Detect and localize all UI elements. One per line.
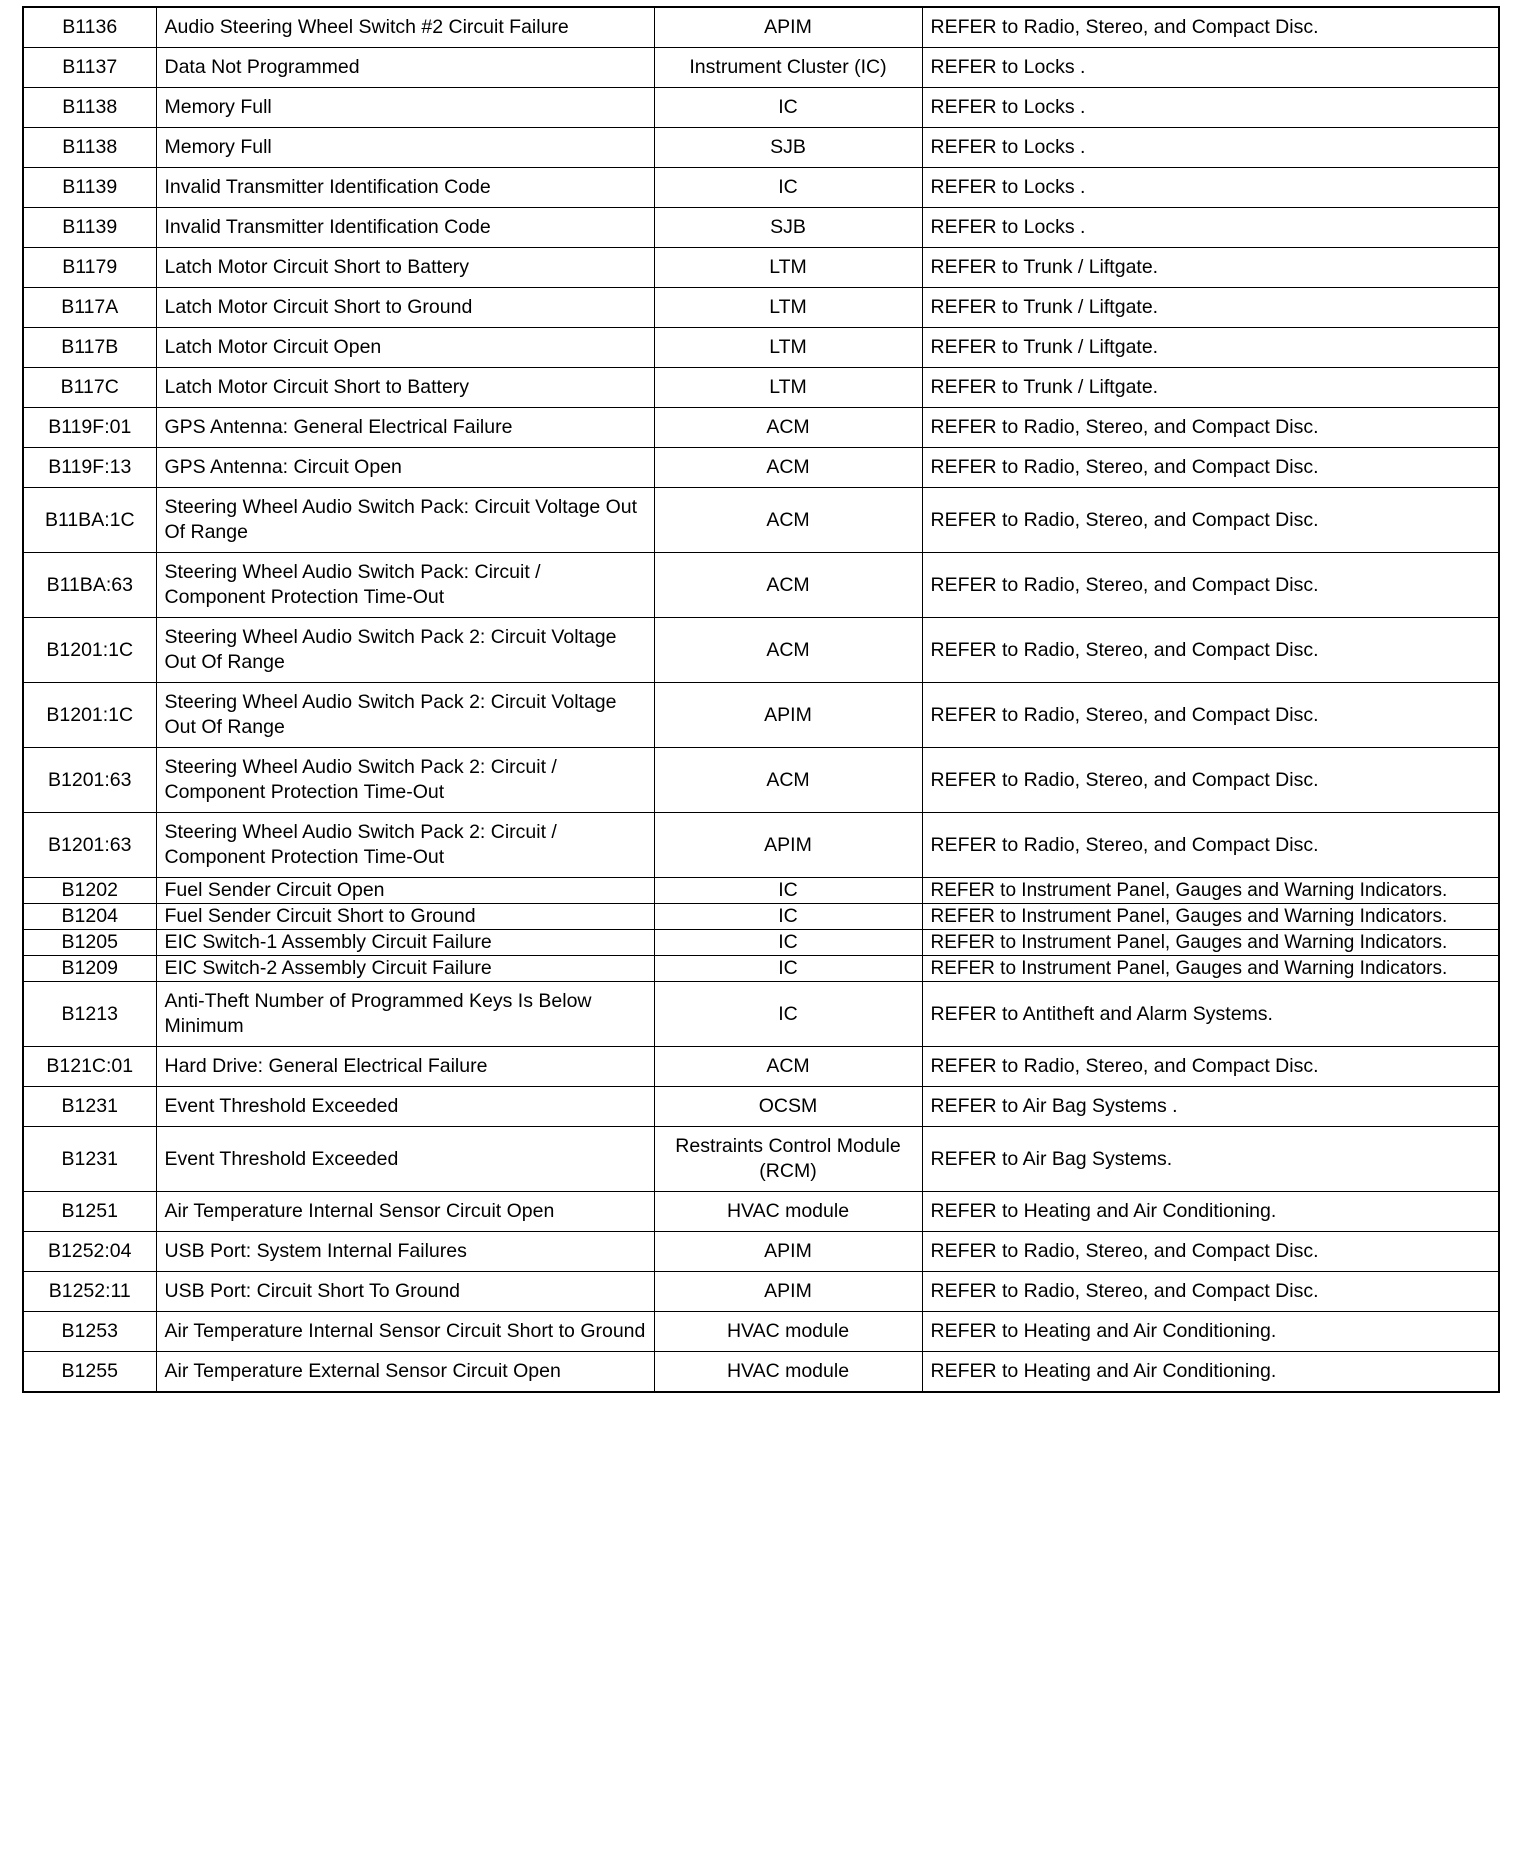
dtc-description-cell: Event Threshold Exceeded: [156, 1127, 654, 1192]
dtc-action-cell: REFER to Air Bag Systems .: [922, 1087, 1499, 1127]
table-row: [23, 1232, 1499, 1272]
dtc-module-cell: IC: [654, 956, 922, 982]
dtc-code-cell: B1201:1C: [23, 683, 156, 748]
table-row: [23, 288, 1499, 328]
dtc-action-cell: REFER to Trunk / Liftgate.: [922, 248, 1499, 288]
dtc-code-cell: B1252:04: [23, 1232, 156, 1272]
dtc-module-cell: OCSM: [654, 1087, 922, 1127]
dtc-module-cell: HVAC module: [654, 1192, 922, 1232]
dtc-module-cell: APIM: [654, 1272, 922, 1312]
dtc-description-cell: Air Temperature External Sensor Circuit Open: [156, 1352, 654, 1393]
dtc-action-cell: REFER to Radio, Stereo, and Compact Disc.: [922, 7, 1499, 48]
table-row: [23, 748, 1499, 813]
dtc-code-cell: B119F:13: [23, 448, 156, 488]
dtc-action-cell: REFER to Radio, Stereo, and Compact Disc.: [922, 448, 1499, 488]
dtc-module-cell: APIM: [654, 7, 922, 48]
dtc-description-cell: EIC Switch-1 Assembly Circuit Failure: [156, 930, 654, 956]
table-row: [23, 553, 1499, 618]
dtc-module-cell: ACM: [654, 448, 922, 488]
dtc-module-cell: ACM: [654, 553, 922, 618]
dtc-module-cell: APIM: [654, 683, 922, 748]
dtc-action-cell: REFER to Radio, Stereo, and Compact Disc.: [922, 748, 1499, 813]
table-row: [23, 488, 1499, 553]
dtc-module-cell: APIM: [654, 813, 922, 878]
dtc-module-cell: HVAC module: [654, 1312, 922, 1352]
dtc-action-cell: REFER to Radio, Stereo, and Compact Disc.: [922, 813, 1499, 878]
dtc-action-cell: REFER to Radio, Stereo, and Compact Disc.: [922, 1272, 1499, 1312]
dtc-action-cell: REFER to Air Bag Systems.: [922, 1127, 1499, 1192]
dtc-action-cell: REFER to Trunk / Liftgate.: [922, 328, 1499, 368]
dtc-code-cell: B1213: [23, 982, 156, 1047]
dtc-code-cell: B117C: [23, 368, 156, 408]
table-row: [23, 683, 1499, 748]
dtc-code-cell: B1139: [23, 168, 156, 208]
dtc-description-cell: Invalid Transmitter Identification Code: [156, 168, 654, 208]
dtc-code-cell: B1139: [23, 208, 156, 248]
dtc-module-cell: HVAC module: [654, 1352, 922, 1393]
dtc-description-cell: Latch Motor Circuit Short to Ground: [156, 288, 654, 328]
table-row: [23, 1352, 1499, 1393]
dtc-description-cell: GPS Antenna: Circuit Open: [156, 448, 654, 488]
table-row: [23, 1087, 1499, 1127]
dtc-code-cell: B1205: [23, 930, 156, 956]
dtc-description-cell: Steering Wheel Audio Switch Pack: Circuit Voltage Out Of Range: [156, 488, 654, 553]
dtc-code-cell: B117B: [23, 328, 156, 368]
dtc-description-cell: EIC Switch-2 Assembly Circuit Failure: [156, 956, 654, 982]
dtc-description-cell: Fuel Sender Circuit Open: [156, 878, 654, 904]
dtc-action-cell: REFER to Locks .: [922, 128, 1499, 168]
dtc-description-cell: GPS Antenna: General Electrical Failure: [156, 408, 654, 448]
dtc-description-cell: Steering Wheel Audio Switch Pack: Circuit / Component Protection Time-Out: [156, 553, 654, 618]
dtc-action-cell: REFER to Radio, Stereo, and Compact Disc.: [922, 1047, 1499, 1087]
dtc-action-cell: REFER to Antitheft and Alarm Systems.: [922, 982, 1499, 1047]
table-row: [23, 128, 1499, 168]
dtc-module-cell: Restraints Control Module (RCM): [654, 1127, 922, 1192]
dtc-action-cell: REFER to Instrument Panel, Gauges and Warning Indicators.: [922, 878, 1499, 904]
dtc-action-cell: REFER to Locks .: [922, 208, 1499, 248]
dtc-description-cell: USB Port: Circuit Short To Ground: [156, 1272, 654, 1312]
table-row: [23, 1047, 1499, 1087]
dtc-action-cell: REFER to Locks .: [922, 88, 1499, 128]
dtc-code-cell: B1252:11: [23, 1272, 156, 1312]
dtc-reference-table: [22, 6, 1500, 1393]
dtc-description-cell: Steering Wheel Audio Switch Pack 2: Circuit / Component Protection Time-Out: [156, 748, 654, 813]
dtc-description-cell: Air Temperature Internal Sensor Circuit Open: [156, 1192, 654, 1232]
dtc-module-cell: ACM: [654, 1047, 922, 1087]
dtc-code-cell: B1138: [23, 88, 156, 128]
table-row: [23, 1272, 1499, 1312]
table-row: [23, 7, 1499, 48]
dtc-description-cell: Invalid Transmitter Identification Code: [156, 208, 654, 248]
table-row: [23, 956, 1499, 982]
table-row: [23, 904, 1499, 930]
table-row: [23, 813, 1499, 878]
dtc-action-cell: REFER to Instrument Panel, Gauges and Warning Indicators.: [922, 904, 1499, 930]
table-row: [23, 208, 1499, 248]
dtc-action-cell: REFER to Radio, Stereo, and Compact Disc.: [922, 553, 1499, 618]
table-row: [23, 168, 1499, 208]
dtc-description-cell: Steering Wheel Audio Switch Pack 2: Circuit Voltage Out Of Range: [156, 618, 654, 683]
dtc-module-cell: ACM: [654, 748, 922, 813]
dtc-module-cell: IC: [654, 878, 922, 904]
dtc-description-cell: Memory Full: [156, 128, 654, 168]
dtc-code-cell: B1138: [23, 128, 156, 168]
dtc-code-cell: B1136: [23, 7, 156, 48]
dtc-module-cell: ACM: [654, 488, 922, 553]
dtc-action-cell: REFER to Heating and Air Conditioning.: [922, 1312, 1499, 1352]
dtc-action-cell: REFER to Radio, Stereo, and Compact Disc.: [922, 618, 1499, 683]
table-row: [23, 1312, 1499, 1352]
table-row: [23, 878, 1499, 904]
dtc-module-cell: ACM: [654, 618, 922, 683]
dtc-code-cell: B1202: [23, 878, 156, 904]
table-row: [23, 982, 1499, 1047]
dtc-code-cell: B1209: [23, 956, 156, 982]
dtc-code-cell: B1231: [23, 1087, 156, 1127]
dtc-description-cell: Air Temperature Internal Sensor Circuit Short to Ground: [156, 1312, 654, 1352]
dtc-module-cell: IC: [654, 904, 922, 930]
dtc-action-cell: REFER to Instrument Panel, Gauges and Warning Indicators.: [922, 956, 1499, 982]
dtc-description-cell: Data Not Programmed: [156, 48, 654, 88]
dtc-module-cell: IC: [654, 168, 922, 208]
dtc-description-cell: Event Threshold Exceeded: [156, 1087, 654, 1127]
dtc-module-cell: IC: [654, 930, 922, 956]
table-row: [23, 618, 1499, 683]
dtc-code-cell: B1201:63: [23, 748, 156, 813]
dtc-module-cell: SJB: [654, 128, 922, 168]
dtc-action-cell: REFER to Heating and Air Conditioning.: [922, 1352, 1499, 1393]
dtc-module-cell: SJB: [654, 208, 922, 248]
dtc-action-cell: REFER to Trunk / Liftgate.: [922, 288, 1499, 328]
dtc-description-cell: Latch Motor Circuit Short to Battery: [156, 368, 654, 408]
dtc-action-cell: REFER to Locks .: [922, 168, 1499, 208]
dtc-action-cell: REFER to Heating and Air Conditioning.: [922, 1192, 1499, 1232]
dtc-action-cell: REFER to Radio, Stereo, and Compact Disc.: [922, 408, 1499, 448]
dtc-code-cell: B1204: [23, 904, 156, 930]
dtc-code-cell: B11BA:1C: [23, 488, 156, 553]
table-row: [23, 328, 1499, 368]
dtc-action-cell: REFER to Radio, Stereo, and Compact Disc.: [922, 1232, 1499, 1272]
dtc-action-cell: REFER to Instrument Panel, Gauges and Warning Indicators.: [922, 930, 1499, 956]
dtc-module-cell: IC: [654, 982, 922, 1047]
dtc-code-cell: B1137: [23, 48, 156, 88]
dtc-action-cell: REFER to Trunk / Liftgate.: [922, 368, 1499, 408]
dtc-description-cell: Latch Motor Circuit Open: [156, 328, 654, 368]
dtc-code-cell: B11BA:63: [23, 553, 156, 618]
table-body: [23, 7, 1499, 1392]
dtc-module-cell: ACM: [654, 408, 922, 448]
table-row: [23, 48, 1499, 88]
dtc-action-cell: REFER to Locks .: [922, 48, 1499, 88]
dtc-code-cell: B121C:01: [23, 1047, 156, 1087]
dtc-description-cell: Latch Motor Circuit Short to Battery: [156, 248, 654, 288]
dtc-code-cell: B117A: [23, 288, 156, 328]
table-row: [23, 448, 1499, 488]
dtc-code-cell: B119F:01: [23, 408, 156, 448]
table-row: [23, 930, 1499, 956]
dtc-description-cell: Hard Drive: General Electrical Failure: [156, 1047, 654, 1087]
dtc-description-cell: Fuel Sender Circuit Short to Ground: [156, 904, 654, 930]
dtc-code-cell: B1251: [23, 1192, 156, 1232]
dtc-module-cell: APIM: [654, 1232, 922, 1272]
dtc-action-cell: REFER to Radio, Stereo, and Compact Disc.: [922, 488, 1499, 553]
dtc-code-cell: B1201:63: [23, 813, 156, 878]
dtc-action-cell: REFER to Radio, Stereo, and Compact Disc.: [922, 683, 1499, 748]
table-row: [23, 88, 1499, 128]
dtc-module-cell: LTM: [654, 288, 922, 328]
dtc-description-cell: Anti-Theft Number of Programmed Keys Is Below Minimum: [156, 982, 654, 1047]
dtc-description-cell: Steering Wheel Audio Switch Pack 2: Circuit / Component Protection Time-Out: [156, 813, 654, 878]
dtc-description-cell: Audio Steering Wheel Switch #2 Circuit Failure: [156, 7, 654, 48]
dtc-description-cell: Steering Wheel Audio Switch Pack 2: Circuit Voltage Out Of Range: [156, 683, 654, 748]
table-row: [23, 1127, 1499, 1192]
dtc-code-cell: B1179: [23, 248, 156, 288]
dtc-module-cell: LTM: [654, 328, 922, 368]
table-row: [23, 368, 1499, 408]
dtc-code-cell: B1201:1C: [23, 618, 156, 683]
dtc-code-cell: B1255: [23, 1352, 156, 1393]
dtc-module-cell: LTM: [654, 368, 922, 408]
dtc-description-cell: Memory Full: [156, 88, 654, 128]
dtc-description-cell: USB Port: System Internal Failures: [156, 1232, 654, 1272]
table-row: [23, 408, 1499, 448]
dtc-code-cell: B1253: [23, 1312, 156, 1352]
table-row: [23, 248, 1499, 288]
dtc-module-cell: LTM: [654, 248, 922, 288]
dtc-module-cell: Instrument Cluster (IC): [654, 48, 922, 88]
dtc-code-cell: B1231: [23, 1127, 156, 1192]
table-row: [23, 1192, 1499, 1232]
dtc-module-cell: IC: [654, 88, 922, 128]
